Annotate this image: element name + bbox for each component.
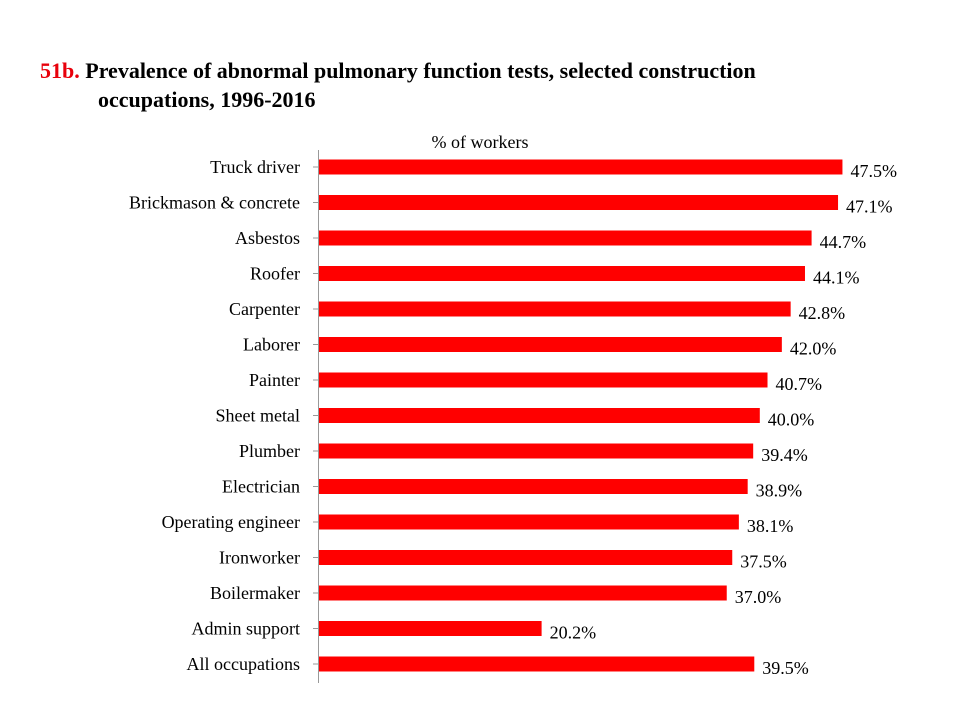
category-label: Carpenter [229,299,300,319]
category-label: Operating engineer [161,512,300,532]
value-label: 40.7% [775,374,823,394]
category-label: Electrician [222,476,300,497]
title-number: 51b. [40,58,80,83]
value-label: 44.7% [819,232,867,252]
title-line-2: occupations, 1996-2016 [98,87,316,112]
value-label: 37.0% [734,587,782,607]
value-label: 42.8% [798,303,846,323]
bar [319,195,838,210]
bar [319,337,782,352]
value-label: 38.9% [755,480,803,501]
bar [319,408,760,423]
value-label: 47.1% [846,196,893,217]
category-label: Brickmason & concrete [129,192,300,213]
category-label: Ironworker [219,547,300,568]
category-label: Truck driver [210,157,300,177]
value-label: 47.5% [850,161,897,181]
bar [319,266,805,281]
category-label: All occupations [186,654,300,674]
bar [319,657,754,672]
value-label: 40.0% [767,409,815,430]
bar [319,373,768,388]
category-label: Admin support [191,618,300,639]
category-label: Asbestos [234,228,300,248]
value-label: 42.0% [789,338,837,359]
bar [319,160,842,175]
value-label: 38.1% [746,516,794,536]
title-text: Prevalence of abnormal pulmonary function tests, selected construction [85,58,756,83]
value-label: 39.4% [761,445,808,465]
value-label: 44.1% [812,267,860,288]
value-label: 37.5% [740,551,787,572]
bar [319,586,727,601]
category-label: Roofer [250,263,300,284]
x-axis-title: % of workers [431,132,529,152]
bar [319,550,732,565]
value-label: 20.2% [549,622,597,643]
value-label: 39.5% [762,658,809,678]
bar [319,302,791,317]
category-label: Boilermaker [210,583,300,603]
category-label: Plumber [239,441,300,461]
category-label: Laborer [243,334,300,355]
category-label: Sheet metal [215,405,300,426]
bar [319,515,739,530]
category-label: Painter [249,370,300,390]
bar [319,231,812,246]
bar [319,621,542,636]
bar [319,444,753,459]
bar [319,479,748,494]
